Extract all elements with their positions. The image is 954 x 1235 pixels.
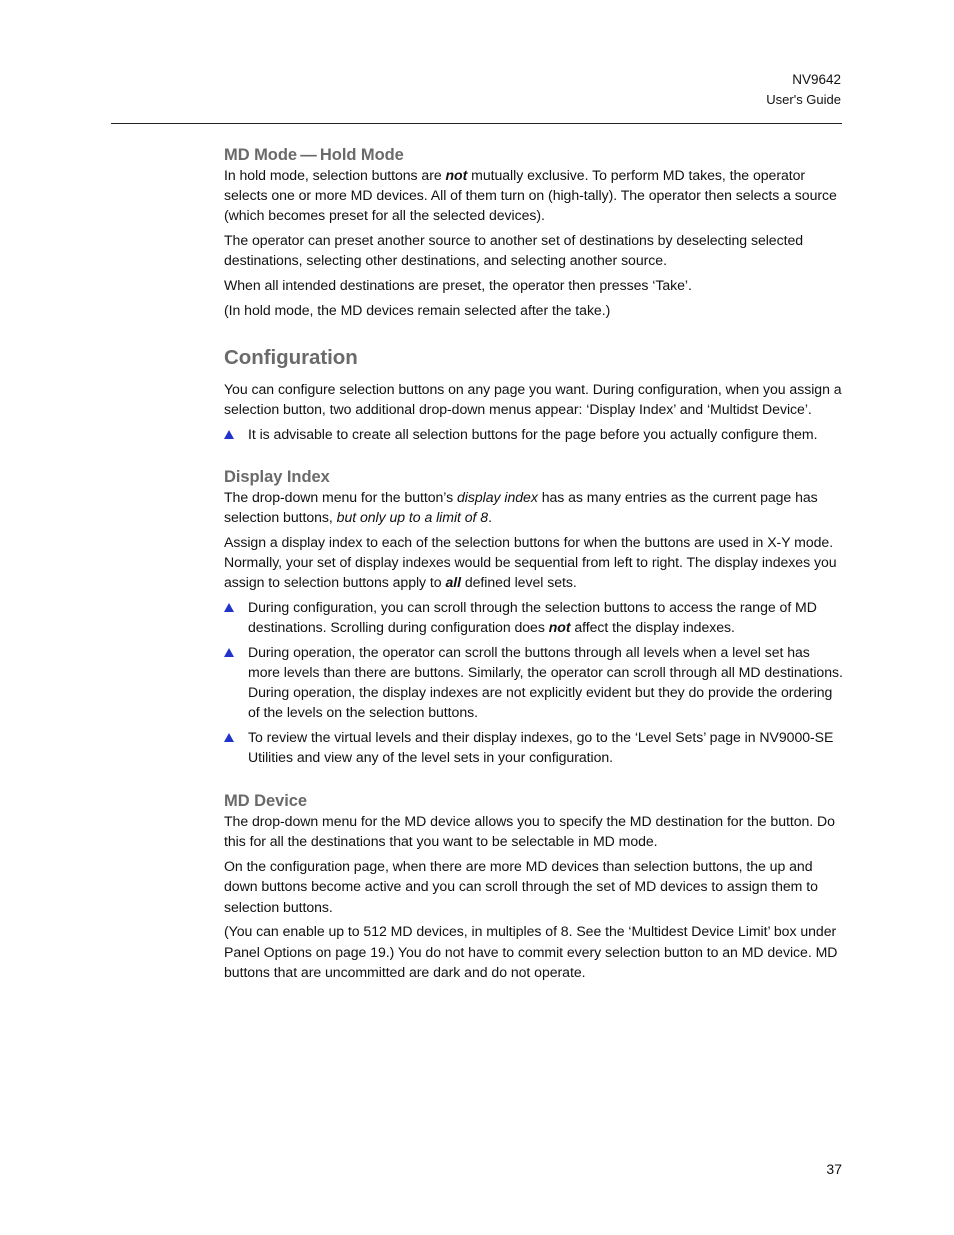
display-index-heading: Display Index xyxy=(224,467,330,486)
text: Assign a display index to each of the selection buttons for when the buttons are used in X-Y mode. Normally, your set of display indexes would be sequential from left to right. The display indexes you assign to selection buttons apply to xyxy=(224,533,837,590)
triangle-bullet-icon xyxy=(224,648,234,657)
display-index-bullet-3 xyxy=(224,727,844,767)
triangle-bullet-icon xyxy=(224,430,234,439)
page-body xyxy=(224,145,844,987)
md-device-paragraph-3: (You can enable up to 512 MD devices, in multiples of 8. See the ‘Multidest Device Limit’ box under Panel Options on page 19.) You do not have to commit every selection button to an MD device. MD buttons that are uncommitted are dark and do not operate. xyxy=(224,923,838,980)
bullet-text: affect the display indexes. xyxy=(570,619,735,635)
md-hold-paragraph-4: (In hold mode, the MD devices remain selected after the take.) xyxy=(224,302,611,318)
md-device-paragraph-2: On the configuration page, when there are more MD devices than selection buttons, the up and down buttons become active and you can scroll through the set of MD devices to assign them to selection buttons. xyxy=(224,858,818,915)
display-index-bullet-1 xyxy=(224,597,844,637)
product-name: NV9642 xyxy=(792,72,841,87)
configuration-paragraph-1: You can configure selection buttons on any page you want. During configuration, when you assign a selection button, two additional drop-down menus appear: ‘Display Index’ and ‘Multidst Device’. xyxy=(224,380,842,417)
triangle-bullet-icon xyxy=(224,603,234,612)
bullet-text: To review the virtual levels and their display indexes, go to the ‘Level Sets’ page in NV9000-SE Utilities and view any of the level sets in your configuration. xyxy=(248,729,834,766)
document-title: User's Guide xyxy=(766,92,841,107)
text: has as many entries as the current page has selection buttons, xyxy=(224,488,818,525)
md-hold-paragraph-3: When all intended destinations are preset, the operator then presses ‘Take’. xyxy=(224,277,692,294)
md-device-paragraph-1: The drop-down menu for the MD device allows you to specify the MD destination for the button. Do this for all the destinations that you want to be selectable in MD mode. xyxy=(224,813,835,850)
md-hold-paragraph-2: The operator can preset another source to another set of destinations by deselecting selected destinations, selecting other destinations, and selecting another source. xyxy=(224,232,804,269)
emphasis-all: all xyxy=(445,574,461,590)
display-index-paragraph-2 xyxy=(224,532,844,593)
bullet-text: During operation, the operator can scroll the buttons through all levels when a level set has more levels than there are buttons. Similarly, the operator can scroll through all MD destinations. During operation, the display indexes are not explicitly evident but they do provide the ordering of the levels on the selection buttons. xyxy=(248,643,843,721)
emphasis-not: not xyxy=(445,167,468,183)
text: In hold mode, selection buttons are xyxy=(224,167,446,183)
configuration-heading: Configuration xyxy=(224,345,358,369)
text: The drop-down menu for the button’s xyxy=(224,488,457,505)
triangle-bullet-icon xyxy=(224,733,234,742)
page-header xyxy=(766,70,841,110)
bullet-text: During configuration, you can scroll through the selection buttons to access the range of MD destinations. Scrolling during configuration does xyxy=(248,598,817,635)
md-device-heading: MD Device xyxy=(224,792,308,811)
emphasis-display-index: display index xyxy=(456,488,538,505)
configuration-bullet-1 xyxy=(224,424,844,444)
text: defined level sets. xyxy=(460,574,577,590)
header-rule xyxy=(111,123,842,124)
display-index-paragraph-1 xyxy=(224,487,844,527)
text: . xyxy=(488,508,492,525)
display-index-bullet-2 xyxy=(224,642,844,723)
emphasis-limit: but only up to a limit of 8 xyxy=(336,508,489,525)
md-hold-mode-heading: MD Mode — Hold Mode xyxy=(224,146,404,164)
bullet-text: It is advisable to create all selection buttons for the page before you actually configure them. xyxy=(248,425,818,442)
page-number: 37 xyxy=(826,1161,842,1177)
emphasis-not: not xyxy=(548,619,571,635)
text: mutually exclusive. To perform MD takes, the operator selects one or more MD devices. All of them turn on (high-tally). The operator then selects a source (which becomes preset for all the selected devices). xyxy=(224,167,837,224)
md-hold-paragraph-1 xyxy=(224,165,844,226)
